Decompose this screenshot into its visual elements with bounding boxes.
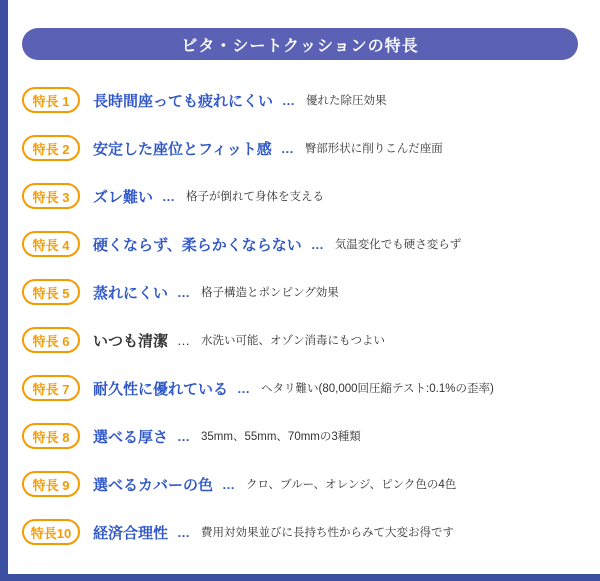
feature-badge: 特長 5 — [22, 279, 80, 305]
feature-detail: 35mm、55mm、70mmの3種類 — [201, 431, 361, 443]
feature-separator: … — [177, 524, 191, 540]
feature-row — [22, 460, 582, 508]
feature-list — [22, 76, 582, 556]
feature-row — [22, 172, 582, 220]
feature-badge: 特長10 — [22, 519, 80, 545]
feature-headline: 硬くならず、柔らかくならない — [93, 236, 302, 254]
title-banner — [22, 28, 578, 60]
feature-badge: 特長 1 — [22, 87, 80, 113]
feature-headline: いつも清潔 — [93, 332, 169, 350]
page-title: ビタ・シートクッションの特長 — [181, 37, 419, 55]
feature-headline: 安定した座位とフィット感 — [93, 140, 272, 158]
feature-detail: 優れた除圧効果 — [306, 95, 387, 107]
feature-headline: 経済合理性 — [93, 524, 169, 542]
feature-row — [22, 316, 582, 364]
feature-detail: 格子構造とポンピング効果 — [201, 287, 339, 299]
feature-headline: 長時間座っても疲れにくい — [93, 92, 274, 110]
feature-detail: 費用対効果並びに長持ち性からみて大変お得です — [201, 527, 455, 539]
feature-detail: クロ、ブルー、オレンジ、ピンク色の4色 — [246, 479, 457, 491]
feature-row — [22, 508, 582, 556]
feature-separator: … — [282, 92, 296, 108]
feature-badge: 特長 2 — [22, 135, 80, 161]
feature-detail: 格子が倒れて身体を支える — [186, 191, 325, 203]
feature-row — [22, 220, 582, 268]
feature-badge: 特長 6 — [22, 327, 80, 353]
feature-separator: … — [222, 476, 236, 492]
feature-detail: 水洗い可能、オゾン消毒にもつよい — [201, 335, 386, 347]
feature-separator: … — [237, 380, 251, 396]
feature-separator: … — [177, 428, 191, 444]
feature-separator: … — [280, 140, 294, 156]
feature-badge: 特長 3 — [22, 183, 80, 209]
feature-separator: … — [162, 188, 176, 204]
feature-badge: 特長 7 — [22, 375, 80, 401]
feature-headline: 選べる厚さ — [93, 428, 169, 446]
feature-headline: 蒸れにくい — [93, 284, 169, 302]
feature-row — [22, 76, 582, 124]
feature-separator: … — [177, 284, 191, 300]
feature-detail: 気温変化でも硬さ変らず — [334, 239, 462, 251]
feature-row — [22, 124, 582, 172]
feature-detail: ヘタリ難い(80,000回圧縮テスト:0.1%の歪率) — [261, 383, 494, 395]
bottom-accent-bar — [0, 574, 600, 581]
feature-separator: … — [310, 236, 324, 252]
feature-headline: 耐久性に優れている — [93, 380, 229, 398]
feature-row — [22, 268, 582, 316]
feature-badge: 特長 8 — [22, 423, 80, 449]
feature-badge: 特長 9 — [22, 471, 80, 497]
feature-row — [22, 364, 582, 412]
feature-detail: 臀部形状に削りこんだ座面 — [304, 143, 443, 155]
feature-badge: 特長 4 — [22, 231, 80, 257]
feature-separator: … — [177, 332, 191, 348]
feature-row — [22, 412, 582, 460]
feature-headline: ズレ難い — [93, 188, 154, 206]
left-accent-bar — [0, 0, 8, 581]
feature-headline: 選べるカバーの色 — [93, 476, 214, 494]
